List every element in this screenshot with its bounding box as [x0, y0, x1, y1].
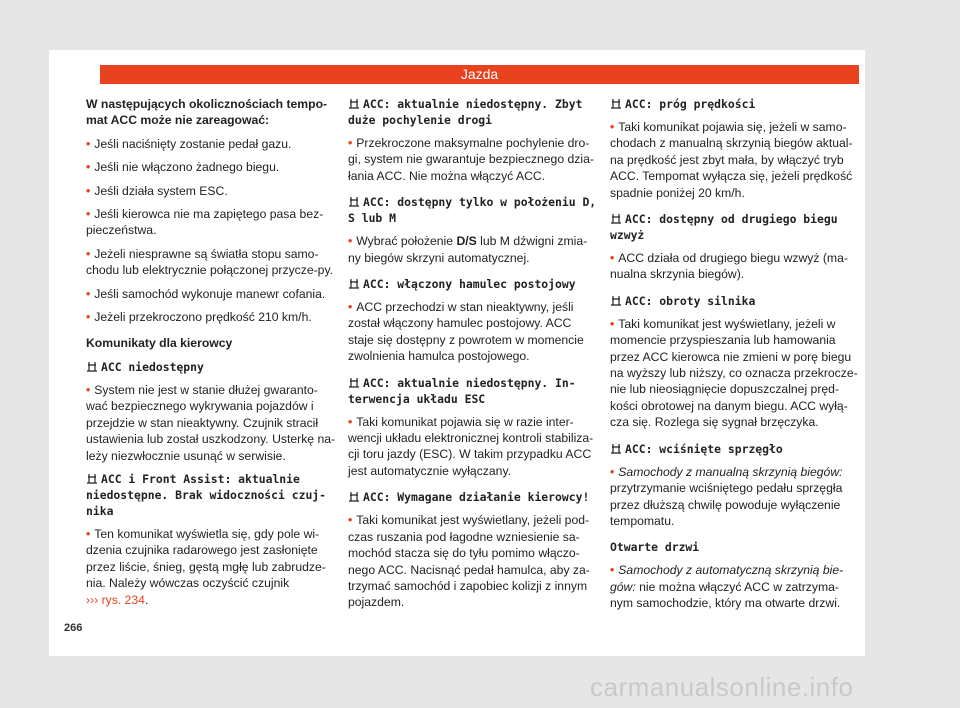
message-title: Otwarte drzwi — [610, 540, 700, 555]
message-title: ACC: dostępny od drugiego biegu wzwyż — [610, 212, 838, 243]
message-text: • Przekroczone maksymalne pochylenie dro-gi, system nie gwarantuje bezpiecznego dzia-łania ACC. Nie można włączyć ACC. — [348, 135, 598, 184]
gear-position-label: D/S — [456, 234, 477, 249]
watermark: carmanualsonline.info — [590, 672, 854, 702]
list-item: • Jeżeli niesprawne są światła stopu samo-chodu lub elektrycznie połączonej przycze-py. — [86, 246, 336, 279]
acc-car-icon — [348, 490, 360, 501]
message-title: ACC niedostępny — [86, 359, 336, 375]
acc-car-icon — [348, 195, 360, 206]
message-text: • Taki komunikat pojawia się w razie inter-wencji układu elektronicznej kontroli stabiliza-cji toru jazdy (ESC). W takim przypadku ACC jest automatycznie wyłączany. — [348, 414, 598, 480]
message-text: • Samochody z manualną skrzynią biegów: przytrzymanie wciśniętego pedału sprzęgła przez dłuższą chwilę powoduje wyłączenie tempomatu. — [610, 464, 860, 530]
list-item: • Jeśli samochód wykonuje manewr cofania. — [86, 286, 336, 302]
message-title: ACC: obroty silnika — [610, 293, 860, 309]
section-header: Jazda — [100, 65, 859, 84]
acc-car-icon — [610, 97, 622, 108]
message-title: ACC: wciśnięte sprzęgło — [610, 441, 860, 457]
acc-car-icon — [610, 442, 622, 453]
acc-car-icon — [86, 360, 98, 371]
message-title: ACC: próg prędkości — [610, 96, 860, 112]
acc-car-icon — [86, 472, 98, 483]
column-2 — [348, 96, 598, 618]
intro-heading: W następujących okolicznościach tempo-mat ACC może nie zareagować: — [86, 97, 328, 128]
acc-car-icon — [610, 294, 622, 305]
section-title: Komunikaty dla kierowcy — [86, 336, 233, 351]
message-text: • System nie jest w stanie dłużej gwaranto-wać bezpiecznego wykrywania pojazdów i przejdzie w stan nieaktywny. Czujnik stracił ustawienia lub został uszkodzony. Usterkę na-leży niezwłocznie usunąć w serwisie. — [86, 382, 336, 464]
message-title: ACC: dostępny tylko w położeniu D, S lub M — [348, 195, 597, 226]
message-title: ACC i Front Assist: aktualnie niedostępne. Brak widoczności czuj-nika — [86, 471, 327, 518]
message-title: ACC: aktualnie niedostępny. Zbyt duże pochylenie drogi — [348, 97, 583, 127]
column-3 — [610, 96, 860, 619]
acc-car-icon — [348, 97, 360, 108]
list-item: • Jeśli naciśnięty zostanie pedał gazu. — [86, 136, 336, 152]
page-number: 266 — [64, 622, 83, 634]
message-text: • Taki komunikat jest wyświetlany, jeżeli pod-czas ruszania pod łagodne wzniesienie sa-mochód stacza się do tyłu pomimo włączo-nego ACC. Nacisnąć pedał hamulca, aby za-trzymać samochód i zapobiec kolizji z innym pojazdem. — [348, 512, 598, 610]
message-text: • Taki komunikat jest wyświetlany, jeżeli w momencie przyspieszania lub hamowania przez ACC kierowca nie zmieni w porę biegu na wyższy lub niższy, co oznacza przekrocze-nie lub nieosiągnięcie dopuszczalnej pręd-kości obrotowej na danym biegu. ACC wyłą-cza się. Rozlega się sygnał brzęczyka. — [610, 316, 860, 431]
list-item: • Jeżeli przekroczono prędkość 210 km/h. — [86, 309, 336, 325]
message-text: • Samochody z automatyczną skrzynią bie-gów: nie można włączyć ACC w zatrzyma-nym samochodzie, który ma otwarte drzwi. — [610, 562, 860, 611]
figure-reference-arrows: ››› — [86, 592, 99, 607]
acc-car-icon — [348, 376, 360, 387]
message-text: • ACC działa od drugiego biegu wzwyż (ma-nualna skrzynia biegów). — [610, 250, 860, 283]
list-item: • Jeśli kierowca nie ma zapiętego pasa bez-pieczeństwa. — [86, 206, 336, 239]
column-1 — [86, 96, 336, 615]
message-text: • Ten komunikat wyświetla się, gdy pole wi-dzenia czujnika radarowego jest zasłonięte przez liście, śnieg, gęstą mgłę lub zabrudze-nia. Należy wówczas oczyścić czujnik ››› rys. 234. — [86, 526, 336, 608]
list-item: • Jeśli nie włączono żadnego biegu. — [86, 159, 336, 175]
manual-page — [49, 50, 865, 656]
list-item: • Jeśli działa system ESC. — [86, 183, 336, 199]
message-text: • Wybrać położenie D/S lub M dźwigni zmia-ny biegów skrzyni automatycznej. — [348, 233, 598, 266]
message-title: ACC: włączony hamulec postojowy — [348, 276, 598, 292]
acc-car-icon — [610, 212, 622, 223]
message-text: • ACC przechodzi w stan nieaktywny, jeśli został włączony hamulec postojowy. ACC staje się dostępny z powrotem w momencie zwolnienia hamulca postojowego. — [348, 299, 598, 365]
message-title: ACC: Wymagane działanie kierowcy! — [348, 489, 598, 505]
message-title: ACC: aktualnie niedostępny. In-terwencja układu ESC — [348, 375, 576, 406]
message-text: • Taki komunikat pojawia się, jeżeli w samo-chodach z manualną skrzynią biegów aktual-na prędkość jest zbyt mała, by włączyć tryb ACC. Tempomat wyłącza się, jeżeli prędkość spadnie poniżej 20 km/h. — [610, 119, 860, 201]
acc-car-icon — [348, 277, 360, 288]
figure-reference-link[interactable]: rys. 234 — [101, 592, 145, 607]
